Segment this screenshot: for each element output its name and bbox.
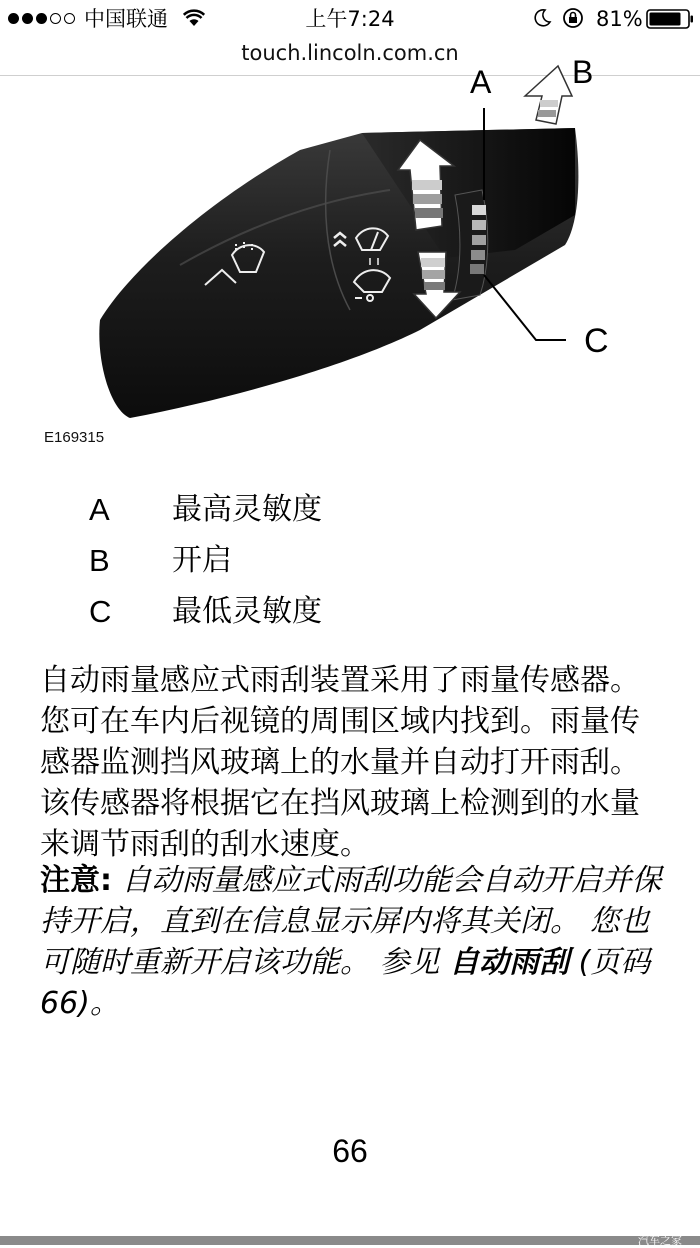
legend-letter: A	[89, 492, 110, 527]
figure-id: E169315	[44, 429, 105, 446]
carrier-name: 中国联通	[84, 7, 168, 31]
clock-time: 上午7:24	[305, 7, 395, 31]
note-paragraph	[40, 860, 668, 1024]
legend-description: 最高灵敏度	[172, 492, 322, 527]
url-text[interactable]: touch.lincoln.com.cn	[241, 41, 459, 65]
wiper-stalk-illustration	[0, 54, 700, 446]
legend-letter: B	[89, 543, 110, 578]
callout-label-c: C	[584, 322, 609, 360]
status-bar	[0, 0, 700, 40]
callout-label-b: B	[572, 54, 594, 90]
page-number: 66	[332, 1133, 368, 1169]
callout-label-a: A	[470, 64, 492, 100]
legend-description: 开启	[172, 543, 232, 578]
do-not-disturb-moon-icon	[532, 8, 552, 28]
legend-description: 最低灵敏度	[172, 594, 322, 629]
legend-row-c	[0, 588, 700, 638]
note-label: 注意:	[40, 863, 112, 898]
battery-icon	[646, 9, 694, 29]
note-text: 自动雨量感应式雨刮功能会自动开启并保持开启，直到在信息显示屏内将其关闭。 您也可随时重新开启该功能。 参见	[40, 863, 662, 980]
watermark: 汽车之家	[638, 1234, 682, 1247]
description-paragraph: 自动雨量感应式雨刮装置采用了雨量传感器。您可在车内后视镜的周围区域内找到。雨量传感器监测挡风玻璃上的水量并自动打开雨刮。该传感器将根据它在挡风玻璃上检测到的水量来调节雨刮的刮水速度。	[40, 663, 640, 862]
battery-percent: 81%	[596, 7, 643, 31]
legend-letter: C	[89, 594, 112, 629]
bottom-toolbar-strip	[0, 1236, 700, 1245]
legend-row-a	[0, 486, 700, 536]
legend-row-b	[0, 537, 700, 587]
address-bar[interactable]	[0, 38, 700, 76]
auto-wiper-reference-link[interactable]: 自动雨刮	[449, 945, 570, 980]
note-page-ref: (页码 66)。	[40, 945, 651, 1021]
rotation-lock-icon	[562, 7, 584, 29]
